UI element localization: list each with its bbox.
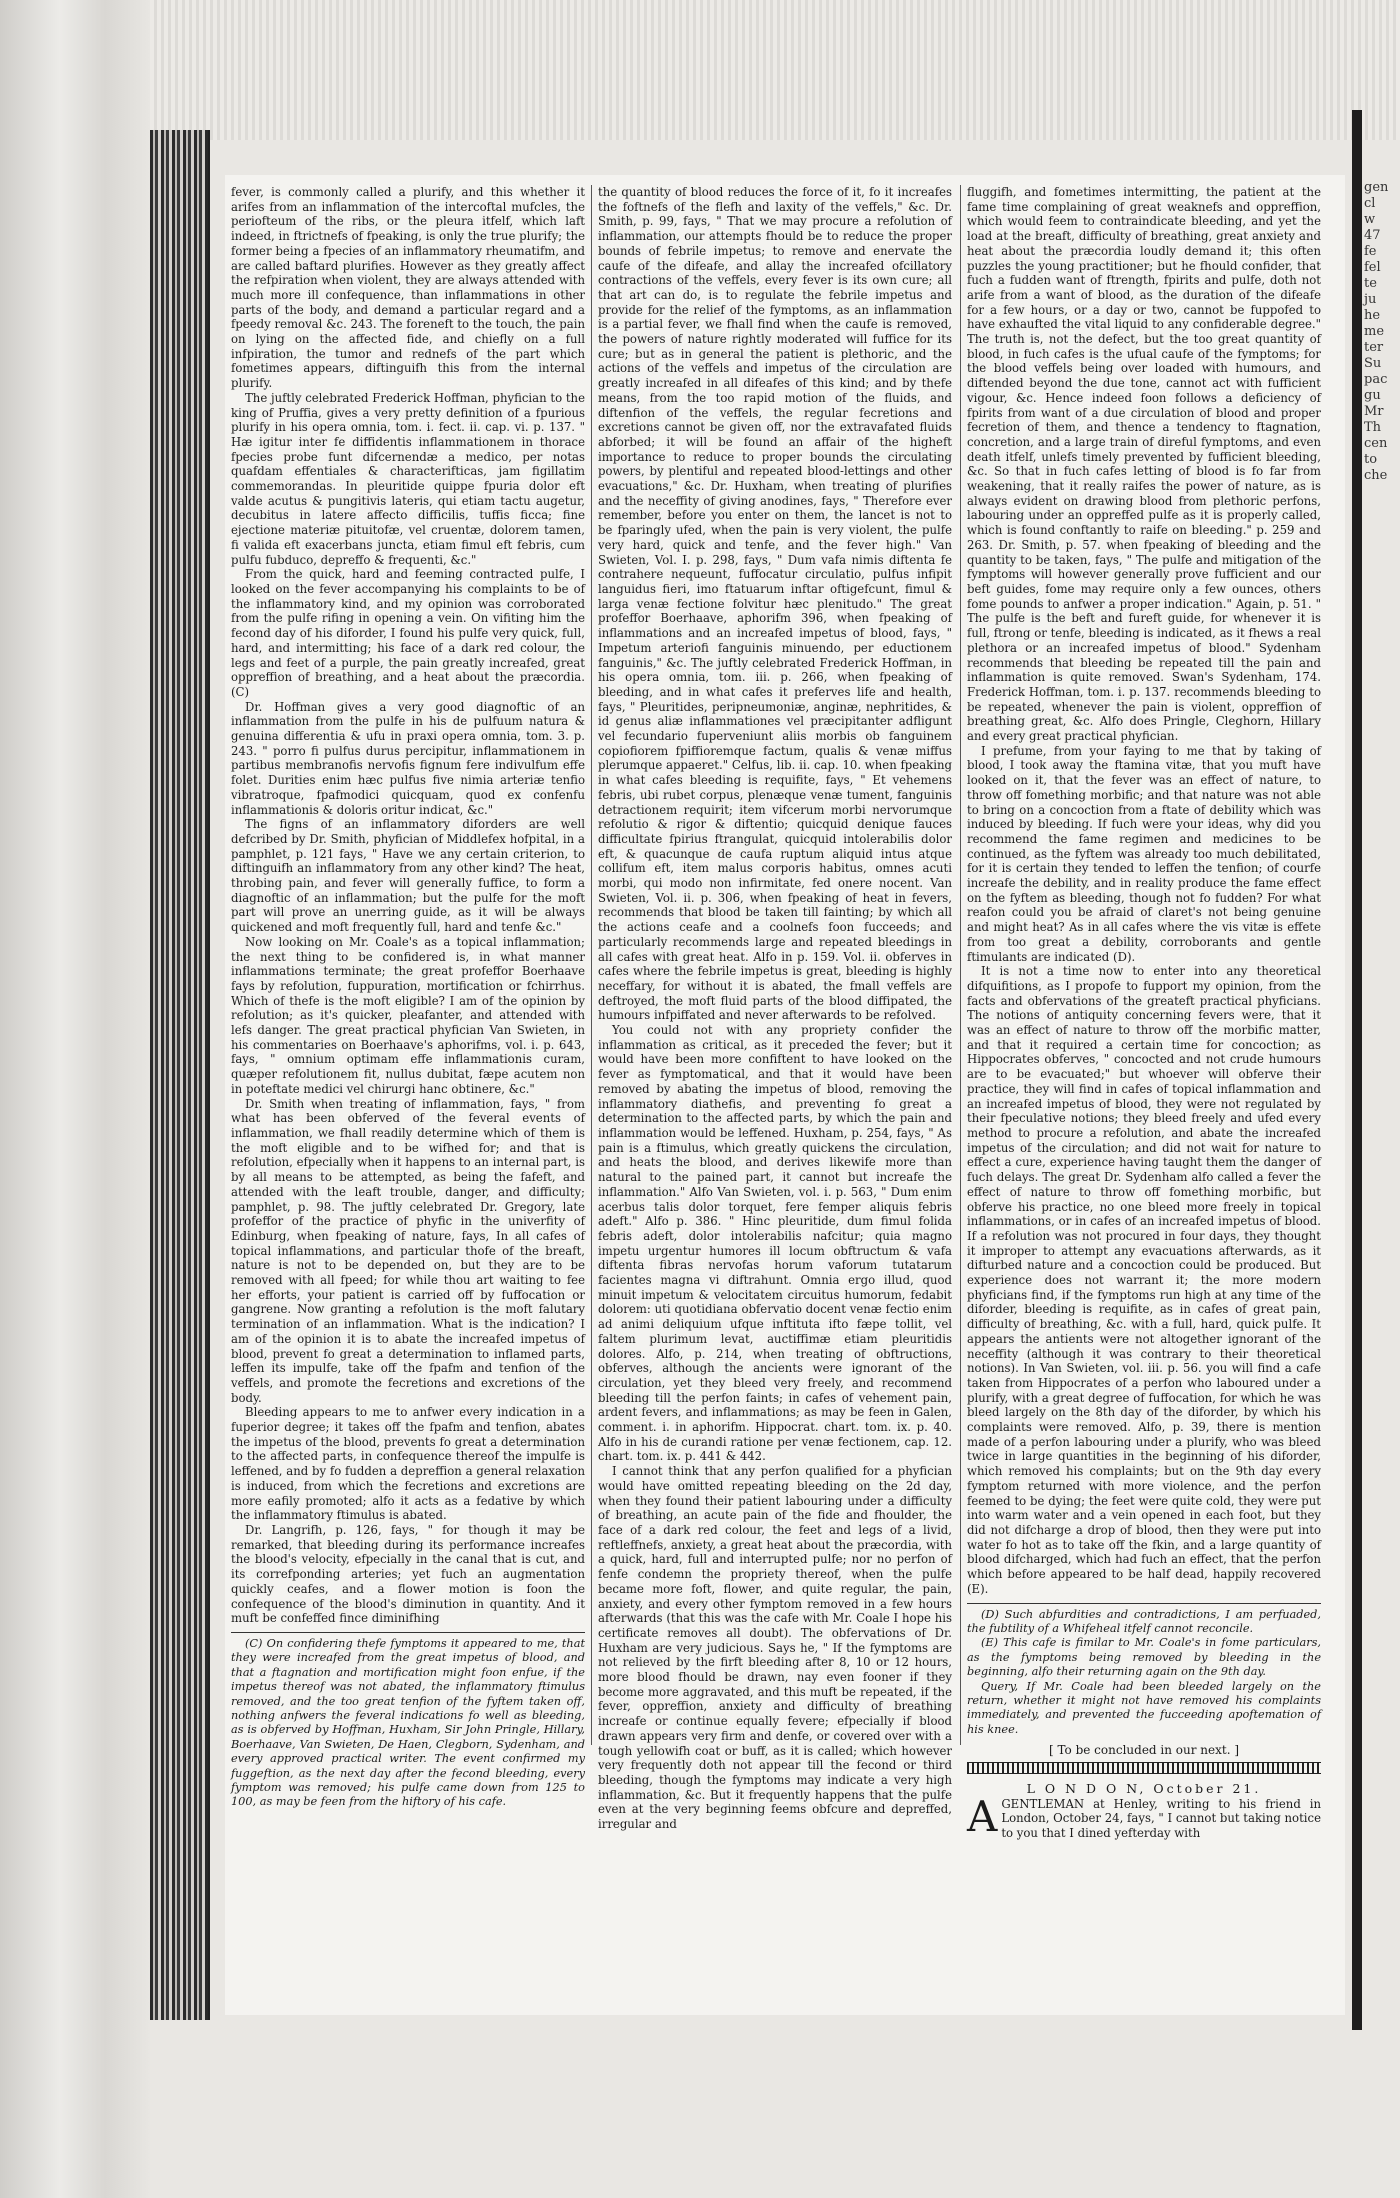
paragraph: It is not a time now to enter into any theoretical difquifitions, as I propofe to fupport my opinion, from the facts and obfervations of the greateft practical phyficians. The notions of antiquity concerning fevers were, that it was an effect of nature to throw off the morbific matter, and that it required a certain time for concoction; as Hippocrates obferves, " concocted and not crude humours are to be evacuated;" but whoever will obferve their practice, they will find in cafes of topical inflammation and an increafed impetus of blood, they were not regulated by their fpeculative notions; they bleed freely and ufed every method to procure a refolution, and abate the increafed impetus of the circulation; and did not wait for nature to effect a cure, experience having taught them the danger of fuch delays. The great Dr. Sydenham alfo called a fever the effect of nature to throw off fomething morbific, but obferve his practice, no one bleed more freely in topical inflammations, or in cafes of an increafed impetus of blood. If a refolution was not procured in four days, they thought it improper to attempt any evacuations afterwards, as it difturbed nature and a concoction could be produced. But experience does not warrant it; the more modern phyficians find, if the fymptoms run high at any time of the diforder, bleeding is requifite, as in cafes of great pain, difficulty of breathing, &c. with a full, hard, quick pulfe. It appears the antients were not altogether ignorant of the neceffity (although it was contrary to their theoretical notions). In Van Swieten, vol. iii. p. 56. you will find a cafe taken from Hippocrates of a perfon who laboured under a plurify, with a great degree of fuffocation, for which he was bleed largely on the 8th day of the diforder, by which his complaints were removed. Alfo, p. 39, there is mention made of a perfon labouring under a plurify, who was bleed twice in large quantities in the beginning of his diforder, which removed his complaints; but on the 9th day every fymptom returned with more violence, and the perfon feemed to be dying; the feet were quite cold, they were put into warm water and a vein opened in each foot, but they did not difcharge a drop of blood, then they were put into water fo hot as to take off the fkin, and a large quantity of blood difcharged, which had fuch an effect, that the perfon which before appeared to be half dead, happily recovered (E).	[967, 964, 1321, 1596]
next-page-text: Mr	[1364, 404, 1384, 419]
next-page-fragment	[1364, 180, 1400, 1580]
paragraph: I cannot think that any perfon qualified for a phyfician would have omitted repeating bleeding on the 2d day, when they found their patient labouring under a difficulty of breathing, an acute pain of the fide and fhoulder, the face of a dark red colour, the feet and legs of a livid, reftleffnefs, anxiety, a great heat about the præcordia, with a quick, hard, full and interrupted pulfe; nor no perfon of fenfe condemn the propriety thereof, when the pulfe became more foft, flower, and quite regular, the pain, anxiety, and every other fymptom removed in a few hours afterwards (that this was the cafe with Mr. Coale I hope his certificate removes all doubt). The obfervations of Dr. Huxham are very judicious. Says he, " If the fymptoms are not relieved by the firft bleeding after 8, 10 or 12 hours, more blood fhould be drawn, nay even fooner if they become more aggravated, and this muft be repeated, if the fever, oppreffion, anxiety and difficulty of breathing increafe or continue equally fevere; efpecially if blood drawn appears very firm and denfe, or covered over with a tough yellowifh coat or buff, as it is called; which however very frequently doth not appear till the fecond or third bleeding, though the fymptoms may indicate a very high inflammation, &c. But it frequently happens that the pulfe even at the very beginning feems obfcure and depreffed, irregular and	[598, 1464, 952, 1832]
paragraph: fluggifh, and fometimes intermitting, the patient at the fame time complaining of great weaknefs and oppreffion, which would feem to contraindicate bleeding, and yet the load at the breaft, difficulty of breathing, great anxiety and heat about the præcordia loudly demand it; this often puzzles the young practitioner; but he fhould confider, that fuch a fudden want of ftrength, fpirits and pulfe, doth not arife from a want of blood, as the duration of the difeafe for a few hours, or a day or two, cannot be fuppofed to have exhaufted the vital liquid to any confiderable degree." The truth is, not the defect, but the too great quantity of blood, in fuch cafes is the ufual caufe of the fymptoms; for the blood veffels being over loaded with humours, and diftended beyond the due tone, cannot act with fufficient vigour, &c. Hence indeed foon follows a deficiency of fpirits from want of a due circulation of blood and proper fecretion of them, and thence a tendency to ftagnation, concretion, and a large train of direful fymptoms, and even death itfelf, unlefs timely prevented by fufficient bleeding, &c. So that in fuch cafes letting of blood is fo far from weakening, that it really raifes the power of nature, as is always evident on drawing blood from plethoric perfons, labouring under an oppreffed pulfe as it is properly called, which is found conftantly to raife on bleeding." p. 259 and 263. Dr. Smith, p. 57. when fpeaking of bleeding and the quantity to be taken, fays, " The pulfe and mitigation of the fymptoms will however generally prove fufficient and our beft guides, fome may require only a few ounces, others fome pounds to anfwer a proper indication." Again, p. 51. " The pulfe is the beft and fureft guide, for whenever it is full, ftrong or tenfe, bleeding is indicated, as it fhews a real plethora or an increafed impetus of blood." Sydenham recommends that bleeding be repeated till the pain and inflammation is quite removed. Swan's Sydenham, 174. Frederick Hoffman, tom. i. p. 137. recommends bleeding to be repeated, whenever the pain is violent, oppreffion of breathing great, &c. Alfo does Pringle, Cleghorn, Hillary and every great practical phyfician.	[967, 185, 1321, 744]
next-page-text: fel	[1364, 260, 1381, 275]
footnote-d: (D) Such abfurdities and contradictions, I am perfuaded, the fubtility of a Whifeheal itfelf cannot reconcile.	[967, 1607, 1321, 1635]
next-page-text: to	[1364, 452, 1378, 467]
column-left	[231, 185, 585, 1809]
next-page-text: gu	[1364, 388, 1381, 403]
paragraph: Dr. Smith when treating of inflammation, fays, " from what has been obferved of the feveral events of inflammation, we fhall readily determine which of them is the moft eligible and to be wifhed for; and that is refolution, efpecially when it happens to an internal part, is by all means to be attempted, as being the fafeft, and attended with the leaft trouble, danger, and difficulty; pamphlet, p. 98. The juftly celebrated Dr. Gregory, late profeffor of the practice of phyfic in the univerfity of Edinburg, when fpeaking of nature, fays, In all cafes of topical inflammations, and particular thofe of the breaft, nature is not to be depended on, but they are to be removed with all fpeed; for while thou art waiting to fee her efforts, your patient is carried off by fuffocation or gangrene. Now granting a refolution is the moft falutary termination of an inflammation. What is the indication? I am of the opinion it is to abate the increafed impetus of blood, prevent fo great a determination to inflamed parts, leffen its impulfe, take off the fpafm and tenfion of the veffels, and promote the fecretions and excretions of the body.	[231, 1096, 585, 1405]
newspaper-page	[225, 175, 1345, 2015]
column-rule	[960, 185, 961, 1745]
drop-cap: A	[967, 1791, 998, 1841]
paragraph: Bleeding appears to me to anfwer every indication in a fuperior degree; it takes off the fpafm and tenfion, abates the impetus of the blood, prevents fo great a determination to the affected parts, in confequence thereof the impulfe is leffened, and by fo fudden a depreffion a general relaxation is induced, from which the fecretions and excretions are more eafily promoted; alfo it acts as a fedative by which the inflammatory ftimulus is abated.	[231, 1405, 585, 1523]
scan-background-top	[0, 0, 1400, 140]
next-page-text: te	[1364, 276, 1377, 291]
ornamental-rule	[967, 1762, 1321, 1774]
paragraph: Dr. Langrifh, p. 126, fays, " for though it may be remarked, that bleeding during its performance increafes the blood's velocity, efpecially in the canal that is cut, and its correfponding arteries; yet fuch an augmentation quickly ceafes, and a flower motion is foon the confequence of the blood's diminution in quantity. And it muft be confeffed fince diminifhing	[231, 1522, 585, 1626]
column-rule	[591, 185, 592, 1745]
next-page-text: cen	[1364, 436, 1388, 451]
page-gutter	[1352, 110, 1362, 2030]
next-page-text: me	[1364, 324, 1385, 339]
scan-background-left	[0, 0, 150, 2198]
paragraph: From the quick, hard and feeming contracted pulfe, I looked on the fever accompanying his complaints to be of the inflammatory kind, and my opinion was corroborated from the pulfe rifing in opening a vein. On vifiting him the fecond day of his diforder, I found his pulfe very quick, full, hard, and intermitting; his face of a dark red colour, the legs and feet of a purple, the pain greatly increafed, great oppreffion of breathing, and a heat about the præcordia. (C)	[231, 567, 585, 699]
next-page-text: fe	[1364, 244, 1377, 259]
news-heading: L O N D O N, October 21.	[1026, 1780, 1262, 1796]
next-page-text: che	[1364, 468, 1388, 483]
paragraph: You could not with any propriety confider the inflammation as critical, as it preceded the fever; but it would have been more confiftent to have looked on the fever as fymptomatical, and that it would have been removed by abating the impetus of blood, removing the inflammatory diathefis, and preventing fo great a determination to the affected parts, by which the pain and inflammation would be leffened. Huxham, p. 254, fays, " As pain is a ftimulus, which greatly quickens the circulation, and heats the blood, and derives likewife more than natural to the pained part, it cannot but increafe the inflammation." Alfo Van Swieten, vol. i. p. 563, " Dum enim acerbus talis dolor torquet, fere femper aliquis febris adeft." Alfo p. 386. " Hinc pleuritide, dum fimul folida febris adeft, dolor intolerabilis nafcitur; quia magno impetu urgentur humores ill locum obftructum & vafa diftenta fibras nervofas horum vaforum tutatarum facientes magna vi diftrahunt. Omnia ergo illud, quod minuit impetum & velocitatem circuitus humorum, fedabit dolorem: uti quotidiana obfervatio docent venæ fectio enim ad animi deliquium ufque inftituta ifto fæpe tollit, vel faltem plurimum levat, auctiffimæ etiam pleuritidis dolores. Alfo, p. 214, when treating of obftructions, obferves, although the ancients were ignorant of the circulation, yet they bleed very freely, and recommend bleeding till the perfon faints; in cafes of vehement pain, ardent fevers, and inflammations; as may be feen in Galen, comment. i. in aphorifm. Hippocrat. chart. tom. ix. p. 40. Alfo in his de curandi ratione per venæ fectionem, cap. 12. chart. tom. ix. p. 441 & 442.	[598, 1023, 952, 1464]
to-be-concluded: [ To be concluded in our next. ]	[1048, 1743, 1240, 1758]
book-binding	[150, 130, 210, 2020]
news-paragraph	[967, 1791, 1321, 1841]
news-text: GENTLEMAN at Henley, writing to his friend in London, October 24, fays, " I cannot but taking notice to you that I dined yefterday with	[1001, 1796, 1321, 1840]
paragraph: The juftly celebrated Frederick Hoffman, phyfician to the king of Pruffia, gives a very pretty definition of a fpurious plurify in his opera omnia, tom. i. fect. ii. cap. vi. p. 137. " Hæ igitur inter fe diffidentis inflammationem in thorace fpecies probe funt difcernendæ a medico, per notas quafdam effentiales & characterifticas, jam figillatim commemorandas. In pleuritide quippe fpuria dolor eft valde acutus & pungitivis lateris, qui etiam tactu augetur, decubitus in latere affecto difficilis, tuffis ficca; fine ejectione materiæ pituitofæ, vel cruentæ, dolorem tamen, fi valida eft exacerbans juncta, etiam fimul eft febris, cum pulfu fubduco, depreffo & frequenti, &c."	[231, 390, 585, 567]
next-page-text: ju	[1364, 292, 1377, 307]
paragraph: I prefume, from your faying to me that by taking of blood, I took away the ftamina vitæ, that you muft have looked on it, that the fever was an effect of nature, to throw off fomething morbific; and that nature was not able to bring on a concoction from a ftate of debility which was induced by bleeding. If fuch were your ideas, why did you recommend the fame regimen and medicines to be continued, as the fyftem was already too much debilitated, for it is certain they tended to leffen the tenfion; of courfe increafe the debility, and in reality produce the fame effect on the fyftem as bleeding, though not fo fudden? For what reafon could you be afraid of claret's not being genuine and might heat? As in all cafes where the vis vitæ is effete from too great a debility, corroborants and gentle ftimulants are indicated (D).	[967, 743, 1321, 964]
paragraph: the quantity of blood reduces the force of it, fo it increafes the foftnefs of the flefh and laxity of the veffels," &c. Dr. Smith, p. 99, fays, " That we may procure a refolution of inflammation, our attempts fhould be to reduce the proper bounds of febrile impetus; to remove and enervate the caufe of the difeafe, and allay the increafed ofcillatory contractions of the veffels, every fever is its own cure; all that art can do, is to regulate the febrile impetus and provide for the relief of the fymptoms, as an inflammation is a partial fever, we fhall find when the caufe is removed, the powers of nature rightly moderated will fuffice for its cure; but as in general the patient is plethoric, and the actions of the veffels and impetus of the circulation are greatly increafed in all difeafes of this kind; and by thefe means, from the too rapid motion of the fluids, and diftenfion of the veffels, the regular fecretions and excretions cannot be given off, nor the extravafated fluids abforbed; it will be found an affair of the higheft importance to reduce to proper bounds the circulating powers, by plentiful and repeated blood-lettings and other evacuations," &c. Dr. Huxham, when treating of plurifies and the neceffity of giving anodines, fays, " Therefore ever remember, before you enter on them, the lancet is not to be fparingly ufed, when the pain is very violent, the pulfe very hard, quick and tenfe, and the fever high." Van Swieten, Vol. I. p. 298, fays, " Dum vafa nimis diftenta fe contrahere nequeunt, fuffocatur circulatio, pulfus infipit languidus fieri, imo ftatuarum inftar oftigefcunt, fimul & larga venæ fectione folvitur hæc plenitudo." The great profeffor Boerhaave, aphorifm 396, when fpeaking of inflammations and an increafed impetus of blood, fays, " Impetum arteriofi fanguinis minuendo, per eductionem fanguinis," &c. The juftly celebrated Frederick Hoffman, in his opera omnia, tom. iii. p. 266, when fpeaking of bleeding, and in what cafes it preferves life and health, fays, " Pleuritides, peripneumoniæ, anginæ, nephritides, & id genus aliæ inflammationes vel præcipitanter adfligunt vel fecundario fuperveniunt aliis morbis ob fanguinem copiofiorem fpiffioremque factum, qualis & venæ miffus plerumque appaeret." Celfus, lib. ii. cap. 10. when fpeaking in what cafes bleeding is requifite, fays, " Et vehemens febris, ubi rubet corpus, plenæque venæ tument, fanguinis detractionem requirit; item vifcerum morbi nervorumque refolutio & rigor & diftentio; quicquid denique fauces difficultate fpirius ftrangulat, quicquid intolerabilis dolor eft, & quacunque de caufa ruptum aliquid intus atque collifum eft, item malus corporis habitus, omnes acuti morbi, qui modo non infirmitate, fed onere nocent. Van Swieten, Vol. ii. p. 306, when fpeaking of heat in fevers, recommends that blood be taken till fainting; by which all the actions ceafe and a coolnefs foon fucceeds; and particularly recommends large and repeated bleedings in all cafes with great heat. Alfo in p. 159. Vol. ii. obferves in cafes where the febrile impetus is great, bleeding is highly neceffary, for without it is abated, the fmall veffels are deftroyed, the moft fluid parts of the blood diffipated, the humours infpiffated and never afterwards to be refolved.	[598, 185, 952, 1023]
footnote-rule	[967, 1603, 1321, 1604]
footnote-rule	[231, 1632, 585, 1633]
next-page-text: pac	[1364, 372, 1388, 387]
paragraph: fever, is commonly called a plurify, and this whether it arifes from an inflammation of the intercoftal mufcles, the periofteum of the ribs, or the pleura itfelf, which laft indeed, in ftrictnefs of fpeaking, is only the true plurify; the former being a fpecies of an inflammatory rheumatifm, and are called baftard plurifies. However as they greatly affect the refpiration when violent, they are always attended with much more ill confequence, than inflammations in other parts of the body, and demand a particular regard and a fpeedy removal &c. 243. The foreneft to the touch, the pain on lying on the affected fide, and chiefly on a full infpiration, the tumor and rednefs of the part which fometimes appears, diftinguifh this from the internal plurify.	[231, 185, 585, 391]
footnote-query: Query, If Mr. Coale had been bleeded largely on the return, whether it might not have removed his complaints immediately, and prevented the fucceeding apoftemation of his knee.	[967, 1679, 1321, 1736]
next-page-text: 47	[1364, 228, 1381, 243]
next-page-text: ter	[1364, 340, 1384, 355]
next-page-text: gen	[1364, 180, 1389, 195]
column-right	[967, 185, 1321, 1841]
paragraph: The figns of an inflammatory diforders are well defcribed by Dr. Smith, phyfician of Middlefex hofpital, in a pamphlet, p. 121 fays, " Have we any certain criterion, to diftinguifh an inflammatory from any other kind? The heat, throbing pain, and fever will generally fuffice, to form a diagnoftic of an inflammation; but the pulfe for the moft part will prove an unerring guide, as it will be always quickened and moft frequently full, hard and tenfe &c."	[231, 817, 585, 935]
next-page-text: cl	[1364, 196, 1376, 211]
footnote-c: (C) On confidering thefe fymptoms it appeared to me, that they were increafed from the great impetus of blood, and that a ftagnation and mortification might foon enfue, if the impetus thereof was not abated, the inflammatory ftimulus removed, and the too great tenfion of the fyftem taken off, nothing anfwers the feveral indications fo well as bleeding, as is obferved by Hoffman, Huxham, Sir John Pringle, Hillary, Boerhaave, Van Swieten, De Haen, Clegborn, Sydenham, and every approved practical writer. The event confirmed my fuggeftion, as the next day after the fecond bleeding, every fymptom was removed; his pulfe came down from 125 to 100, as may be feen from the hiftory of his cafe.	[231, 1636, 585, 1809]
footnote-e: (E) This cafe is fimilar to Mr. Coale's in fome particulars, as the fymptoms being removed by bleeding in the beginning, alfo their returning again on the 9th day.	[967, 1636, 1321, 1679]
next-page-text: Th	[1364, 420, 1382, 435]
next-page-text: he	[1364, 308, 1381, 323]
paragraph: Dr. Hoffman gives a very good diagnoftic of an inflammation from the pulfe in his de pulfuum natura & genuina differentia & ufu in praxi opera omnia, tom. 3. p. 243. " porro fi pulfus durus percipitur, inflammationem in partibus membranofis nervofis fignum fere indivulfum effe folet. Durities enim hæc pulfus five nimia arteriæ tenfio vibratroque, fpafmodici quicquam, quod ex confenfu inflammationis & doloris oritur indicat, &c."	[231, 699, 585, 817]
column-middle	[598, 185, 952, 2025]
next-page-text: Su	[1364, 356, 1382, 371]
next-page-text: w	[1364, 212, 1376, 227]
paragraph: Now looking on Mr. Coale's as a topical inflammation; the next thing to be confidered is, in what manner inflammations terminate; the great profeffor Boerhaave fays by refolution, fuppuration, mortification or fchirrhus. Which of thefe is the moft eligible? I am of the opinion by refolution; as it's quicker, pleafanter, and attended with lefs danger. The great practical phyfician Van Swieten, in his commentaries on Boerhaave's aphorifms, vol. i. p. 643, fays, " omnium optimam effe inflammationis curam, quæper refolutionem fit, nullus dubitat, fæpe acutem non in poteftate medici vel chirurgi hanc obtinere, &c."	[231, 934, 585, 1096]
